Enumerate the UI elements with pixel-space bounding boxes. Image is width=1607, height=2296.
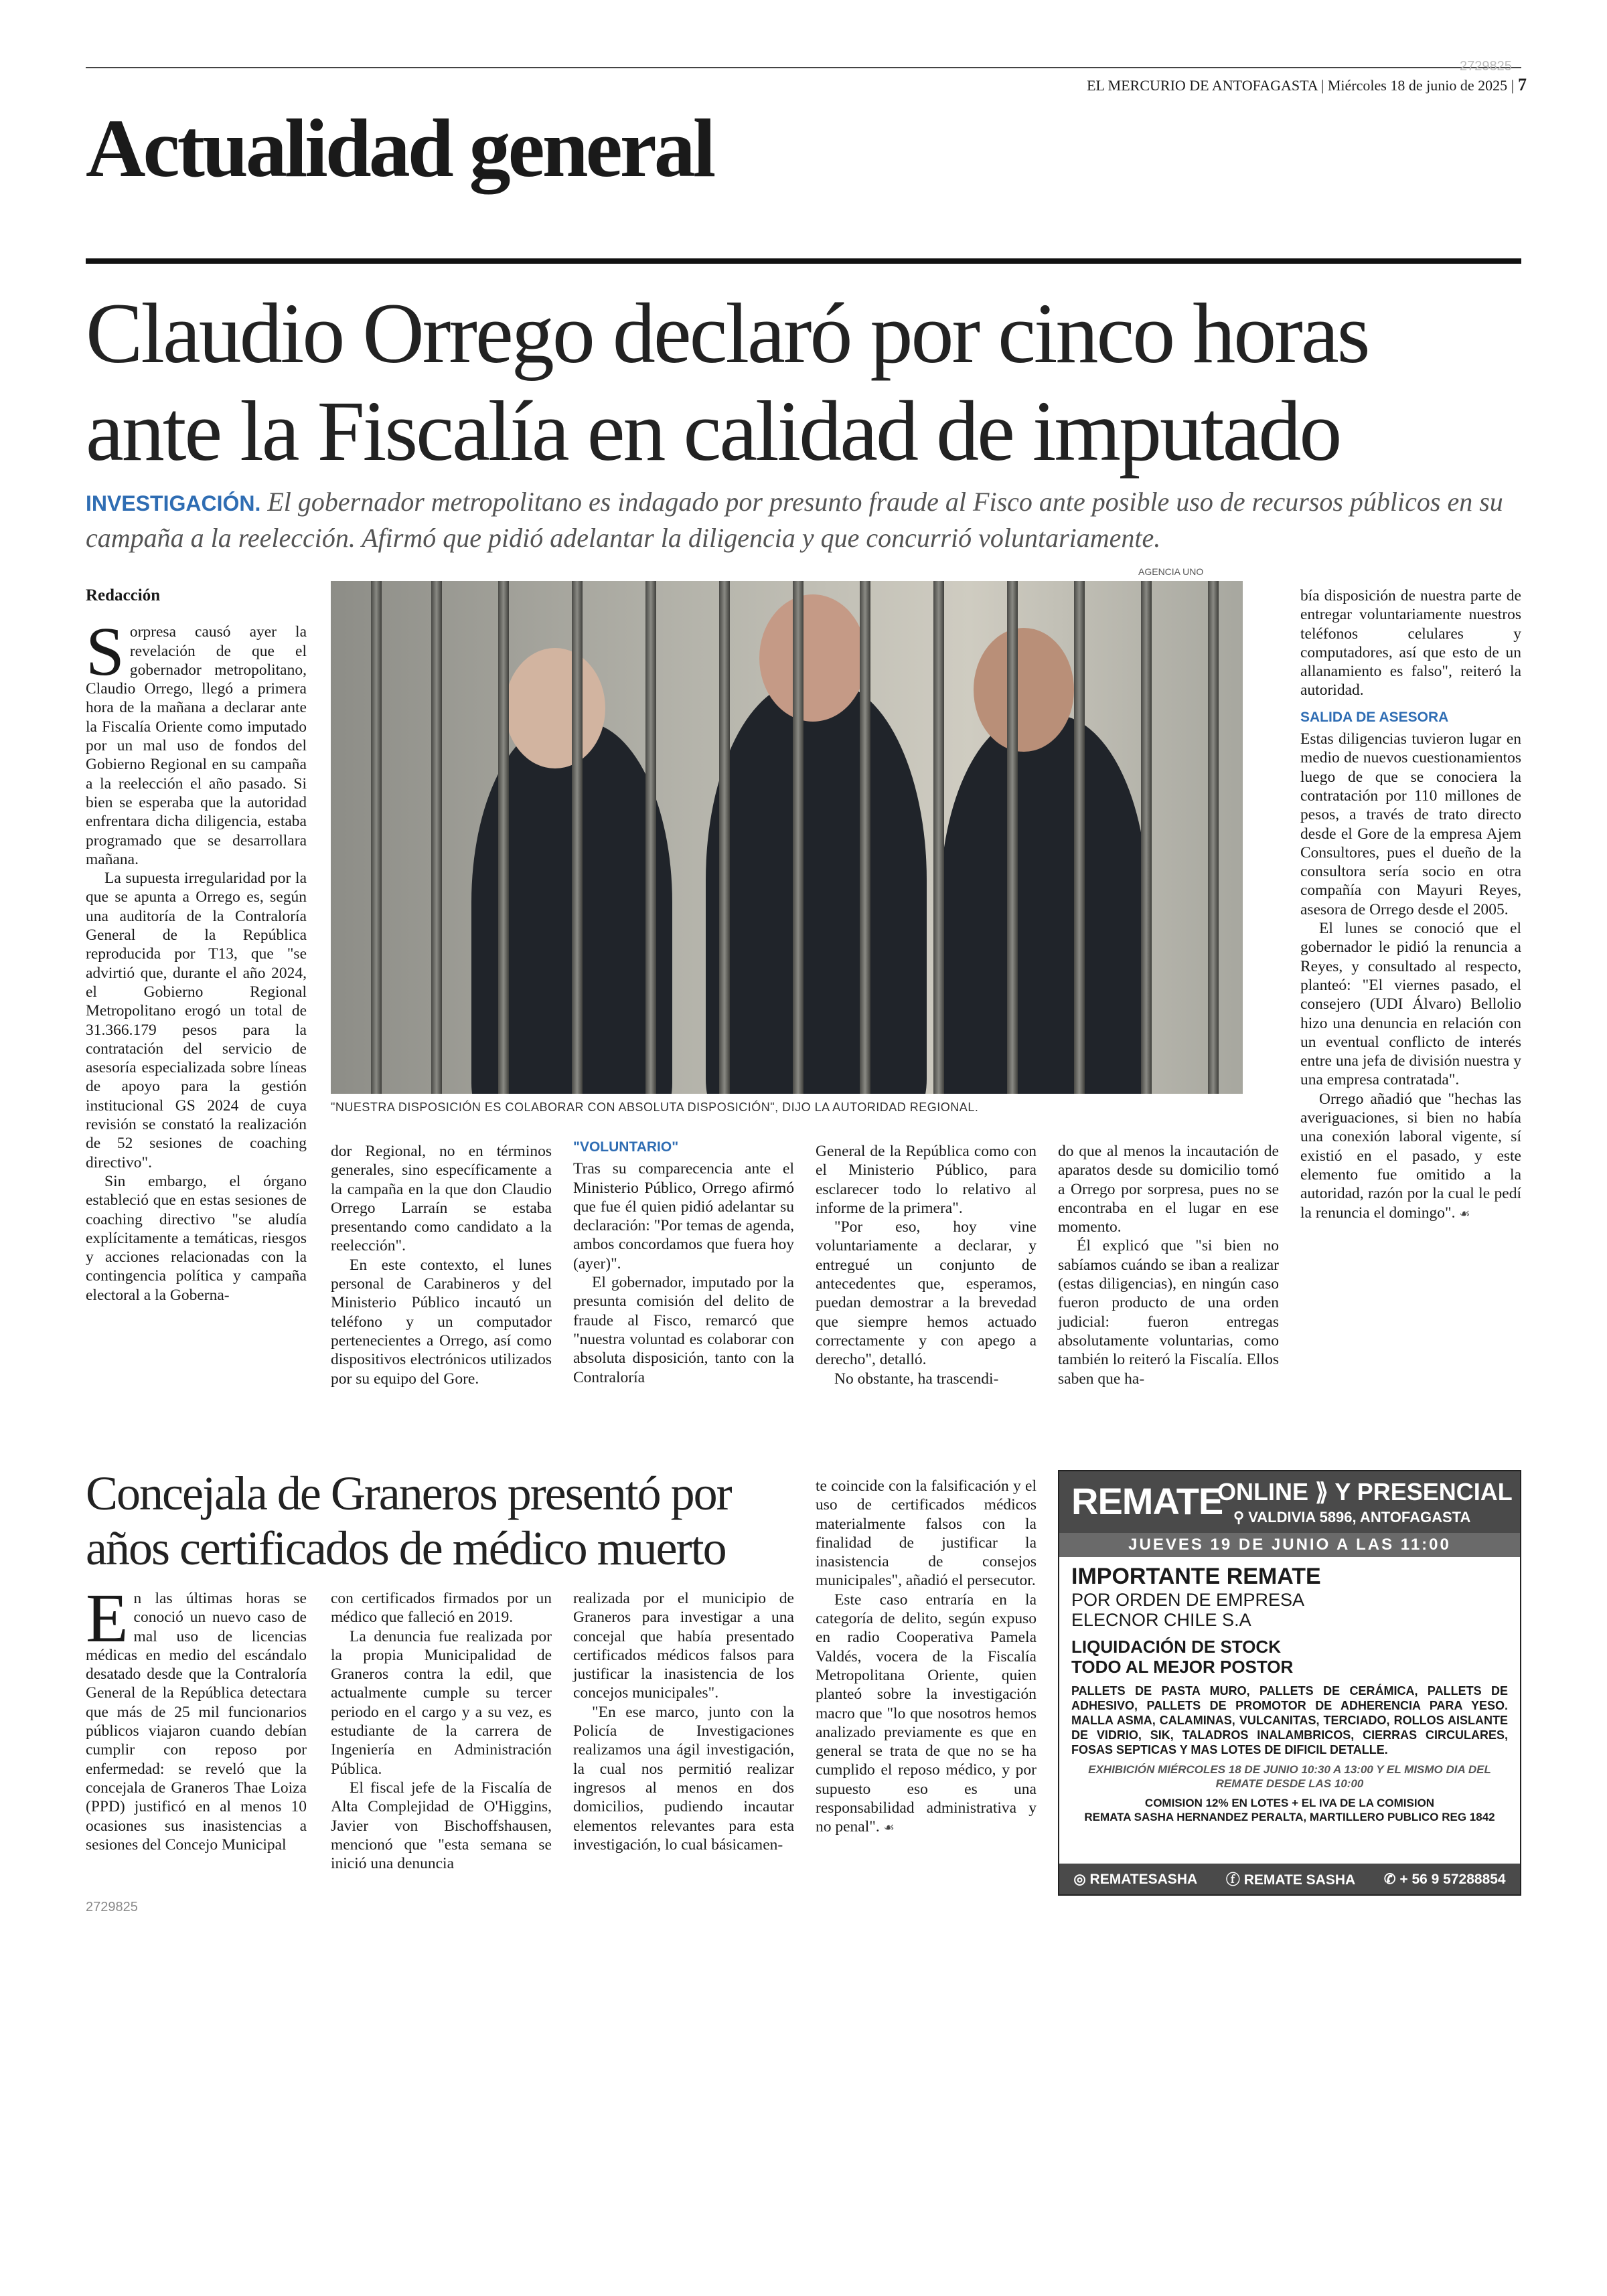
article-paragraph: do que al menos la incautación de aparatos desde su domicilio tomó a Orrego por sorpresa, pues no se encontraba en el lugar en ese momento. — [1058, 1143, 1279, 1236]
publication-name: EL MERCURIO DE ANTOFAGASTA — [1087, 77, 1318, 94]
article-paragraph: El fiscal jefe de la Fiscalía de Alta Complejidad de O'Higgins, Javier von Bischoffshausen, mencionó que "esta semana se inició una denuncia — [331, 1779, 552, 1873]
page-code-top: 2729825 — [1460, 59, 1512, 74]
article-paragraph: "En ese marco, junto con la Policía de Investigaciones realizamos una ágil investigación, la cual nos permitió realizar ingresos al menos en dos domicilios, pudiendo incautar elementos relevantes para esta investigación, lo cual básicamen- — [573, 1703, 794, 1854]
article-paragraph: Este caso entraría en la categoría de delito, según expuso en radio Cooperativa Pamela Valdés, vocera de la Fiscalía Metropolitana Oriente, quien planteó sobre la investigación macro que "lo que nosotros hemos analizado previamente es que en general se trata de que no se ha cumplido el reposo médico, y por supuesto eso es una responsabilidad administrativa y no penal". ☙ — [816, 1590, 1037, 1836]
photo-caption: "NUESTRA DISPOSICIÓN ES COLABORAR CON ABSOLUTA DISPOSICIÓN", DIJO LA AUTORIDAD REGIONAL. — [331, 1100, 979, 1114]
photo-head-left — [505, 648, 605, 768]
subheading-voluntario: "VOLUNTARIO" — [573, 1139, 679, 1155]
subheading-salida: SALIDA DE ASESORA — [1300, 709, 1449, 725]
section-rule — [86, 258, 1521, 264]
instagram-icon: ◎ — [1073, 1871, 1086, 1887]
article1-column-1 — [86, 586, 307, 1305]
fence-bar — [793, 581, 804, 1094]
fence-bar — [933, 581, 944, 1094]
article-paragraph: Sorpresa causó ayer la revelación de que el gobernador metropolitano, Claudio Orrego, llegó a primera hora de la mañana a declarar ante la Fiscalía Oriente como imputado por un mal uso de fondos del Gobierno Regional en su campaña a la reelección el año pasado. Si bien se esperaba que la autoridad enfrentara dicha diligencia, estaba programado que se desarrollara mañana. — [86, 613, 307, 868]
article-kicker: INVESTIGACIÓN. — [86, 491, 261, 515]
fence-bar — [431, 581, 442, 1094]
drop-cap: S — [86, 613, 125, 691]
ad-exhibition: EXHIBICIÓN MIÉRCOLES 18 DE JUNIO 10:30 A 13:00 Y EL MISMO DIA DEL REMATE DESDE LAS 10:00 — [1088, 1763, 1491, 1790]
ad-mode: ONLINE ⟫ Y PRESENCIAL — [1217, 1478, 1513, 1505]
ad-brand: REMATE — [1071, 1480, 1223, 1522]
article-headline: Claudio Orrego declaró por cinco horas ante la Fiscalía en calidad de imputado — [86, 286, 1369, 479]
article2-column-4 — [816, 1477, 1037, 1838]
article-lead — [86, 485, 1521, 556]
fence-bar — [1141, 581, 1152, 1094]
fence-bar — [645, 581, 656, 1094]
fence-bar — [1208, 581, 1219, 1094]
article1-column-5 — [1058, 1142, 1279, 1388]
article-paragraph: En este contexto, el lunes personal de Carabineros y del Ministerio Público incautó un teléfono y un computador pertenecientes a Orrego, así como dispositivos electrónicos utilizados por su equipo del Gore. — [331, 1256, 552, 1388]
location-pin-icon: ⚲ — [1233, 1509, 1245, 1526]
article2-column-3 — [573, 1589, 794, 1854]
ad-order-line1: POR ORDEN DE EMPRESA — [1071, 1590, 1305, 1610]
article-paragraph: El gobernador, imputado por la presunta comisión del delito de fraude al Fisco, remarcó que "nuestra voluntad es colaborar con absoluta disposición, tanto con la Contraloría — [573, 1274, 794, 1386]
fence-bar — [860, 581, 870, 1094]
article-paragraph: con certificados firmados por un médico que falleció en 2019. — [331, 1590, 552, 1627]
article2-column-2 — [331, 1589, 552, 1873]
masthead: EL MERCURIO DE ANTOFAGASTA | Miércoles 18 de junio de 2025 | 7 — [1087, 75, 1527, 94]
article2-column-1 — [86, 1580, 307, 1854]
ad-auctioneer: REMATA SASHA HERNANDEZ PERALTA, MARTILLERO PUBLICO REG 1842 — [1084, 1811, 1495, 1823]
end-mark-icon: ☙ — [1459, 1206, 1470, 1221]
photo-credit: AGENCIA UNO — [1138, 566, 1204, 577]
phone-icon: ✆ — [1383, 1871, 1396, 1887]
article1-column-3 — [573, 1138, 794, 1387]
ad-order-line2: ELECNOR CHILE S.A — [1071, 1610, 1251, 1630]
byline: Redacción — [86, 586, 161, 604]
article-paragraph: Tras su comparecencia ante el Ministerio Público, Orrego afirmó que fue él quien pidió adelantar su declaración: "Por temas de agenda, ambos concordamos que fuera hoy (ayer)". — [573, 1160, 794, 1273]
ad-date: JUEVES 19 DE JUNIO A LAS 11:00 — [1059, 1533, 1520, 1557]
ad-title: IMPORTANTE REMATE — [1071, 1564, 1321, 1589]
facebook-icon: ⓕ — [1225, 1872, 1240, 1888]
page-number: 7 — [1518, 75, 1527, 94]
top-rule — [86, 67, 1521, 68]
article-paragraph: Sin embargo, el órgano estableció que en estas sesiones de coaching directivo "se aludía explícitamente a temáticas, riesgos y acciones relacionadas con la contingencia política y campaña electoral a la Goberna- — [86, 1172, 307, 1304]
end-mark-icon: ☙ — [883, 1821, 895, 1835]
ad-commission: COMISION 12% EN LOTES + EL IVA DE LA COMISION — [1144, 1797, 1435, 1809]
fence-bar — [498, 581, 509, 1094]
photo-person-right — [940, 715, 1148, 1094]
ad-header — [1059, 1471, 1520, 1533]
auction-advertisement — [1058, 1470, 1521, 1896]
ad-items: PALLETS DE PASTA MURO, PALLETS DE CERÁMICA, PALLETS DE ADHESIVO, PALLETS DE PROMOTOR DE ADHERENCIA PARA YESO. MALLA ASMA, CALAMINAS, VULCANITAS, TERCIADO, ROLLOS AISLANTE DE VIDRIO, SIK, TALADROS INALAMBRICOS, CIERRAS CIRCULARES, FOSAS SEPTICAS Y MAS LOTES DE DIFICIL DETALLE. — [1071, 1684, 1508, 1756]
ad-footer — [1059, 1864, 1520, 1894]
article-paragraph: bía disposición de nuestra parte de entregar voluntariamente nuestros teléfonos celulares y computadores, así que esto de un allanamiento es falso", reiteró la autoridad. — [1300, 587, 1521, 700]
photo-person-center — [706, 681, 927, 1094]
photo-head-right — [974, 628, 1074, 752]
fence-bar — [1007, 581, 1018, 1094]
article-paragraph: La denuncia fue realizada por la propia Municipalidad de Graneros contra la edil, que actualmente cumple su tercer periodo en el cargo y a su vez, es estudiante de la carrera de Ingeniería en Administración Pública. — [331, 1627, 552, 1778]
article2-headline: Concejala de Graneros presentó por años certificados de médico muerto — [86, 1467, 731, 1575]
article-paragraph: El lunes se conoció que el gobernador le pidió la renuncia a Reyes, y consultado al respecto, planteó: "El viernes pasado, el consejero (UDI Álvaro) Bellolio hizo una denuncia en relación con un eventual conflicto de interés entre una jefa de división nuestra y una empresa contratada". — [1300, 920, 1521, 1089]
ad-body — [1059, 1557, 1520, 1828]
section-title: Actualidad general — [86, 102, 714, 194]
article-photo — [331, 581, 1243, 1094]
article-paragraph: La supuesta irregularidad por la que se apunta a Orrego es, según una auditoría de la Contraloría General de la República reproducida por T13, que "se advirtió que, durante el año 2024, el Gobierno Regional Metropolitano erogó un total de 31.366.179 pesos para la contratación del servicio de asesoría especializada sobre líneas de apoyo para la gestión institucional GS 2024 de cuya revisión se constató la realización de 52 sesiones de coaching directivo". — [86, 870, 307, 1171]
ad-instagram: ◎ REMATESASHA — [1073, 1871, 1198, 1887]
article-paragraph: En las últimas horas se conoció un nuevo caso de mal uso de licencias médicas en medio del escándalo desatado desde que la Contraloría General de la República detectara que más de 25 mil funcionarios públicos viajaron cuando debían cumplir con reposo por enfermedad: se reveló que la concejala de Graneros Thae Loiza (PPD) justificó en al menos 10 ocasiones sus inasistencias a sesiones del Concejo Municipal — [86, 1580, 307, 1854]
article-paragraph: te coincide con la falsificación y el uso de certificados médicos materialmente falsos con la finalidad de justificar la inasistencia de consejos municipales", añadió el persecutor. — [816, 1477, 1037, 1590]
article-paragraph: "Por eso, hoy vine voluntariamente a declarar, y entregué un conjunto de antecedentes que, esperamos, puedan demostrar a la brevedad que siempre hemos actuado correctamente y con apego a derecho", detalló. — [816, 1218, 1037, 1369]
fence-bar — [719, 581, 730, 1094]
photo-head-center — [759, 594, 866, 722]
fence-bar — [371, 581, 382, 1094]
article-paragraph: No obstante, ha trascendi- — [834, 1370, 999, 1388]
article1-column-6 — [1300, 586, 1521, 1224]
article-paragraph: General de la República como con el Ministerio Público, para esclarecer todo lo relativo al informe de la primera". — [816, 1143, 1037, 1217]
fence-bar — [1074, 581, 1085, 1094]
page-code-bottom: 2729825 — [86, 1900, 138, 1914]
article-paragraph: realizada por el municipio de Graneros para investigar a una concejal que había presentado certificados médicos falsos para justificar la inasistencia de los concejos municipales". — [573, 1590, 794, 1702]
ad-address: ⚲ VALDIVIA 5896, ANTOFAGASTA — [1233, 1509, 1471, 1526]
publication-date: Miércoles 18 de junio de 2025 — [1327, 77, 1508, 94]
ad-facebook: ⓕ REMATE SASHA — [1225, 1872, 1356, 1888]
ad-liquidation-line1: LIQUIDACIÓN DE STOCK — [1071, 1637, 1281, 1657]
drop-cap: E — [86, 1580, 129, 1657]
lead-text: El gobernador metropolitano es indagado por presunto fraude al Fisco ante posible uso de recursos públicos en su campaña a la reelección. Afirmó que pidió adelantar la diligencia y que concurrió voluntariamente. — [86, 487, 1503, 553]
fence-bar — [572, 581, 583, 1094]
ad-phone: ✆ + 56 9 57288854 — [1383, 1871, 1506, 1887]
article-paragraph: Orrego añadió que "hechas las averiguaciones, si bien no había una conexión laboral vigente, sí existió en el pasado, y este elemento fue omitido a la autoridad, razón por la cual le pedí la renuncia el domingo". ☙ — [1300, 1090, 1521, 1222]
article1-column-2 — [331, 1142, 552, 1388]
article-paragraph: Él explicó que "si bien no sabíamos cuándo se iban a realizar (estas diligencias), en ningún caso fueron producto de una orden judicial: fueron entregas absolutamente voluntarias, como también lo reiteró la Fiscalía. Ellos saben que ha- — [1058, 1237, 1279, 1388]
article1-column-4 — [816, 1142, 1037, 1388]
ad-liquidation-line2: TODO AL MEJOR POSTOR — [1071, 1657, 1294, 1677]
article-paragraph: dor Regional, no en términos generales, sino específicamente a la campaña en la que don Claudio Orrego Larraín se estaba presentando como candidato a la reelección". — [331, 1143, 552, 1255]
article-paragraph: Estas diligencias tuvieron lugar en medio de nuevos cuestionamientos luego de que se conociera la contratación por 110 millones de pesos, a través de trato directo desde el Gore de la empresa Ajem Consultores, pues el dueño de la consultora sería socio en otra compañía con Mayuri Reyes, asesora de Orrego desde el 2005. — [1300, 730, 1521, 918]
